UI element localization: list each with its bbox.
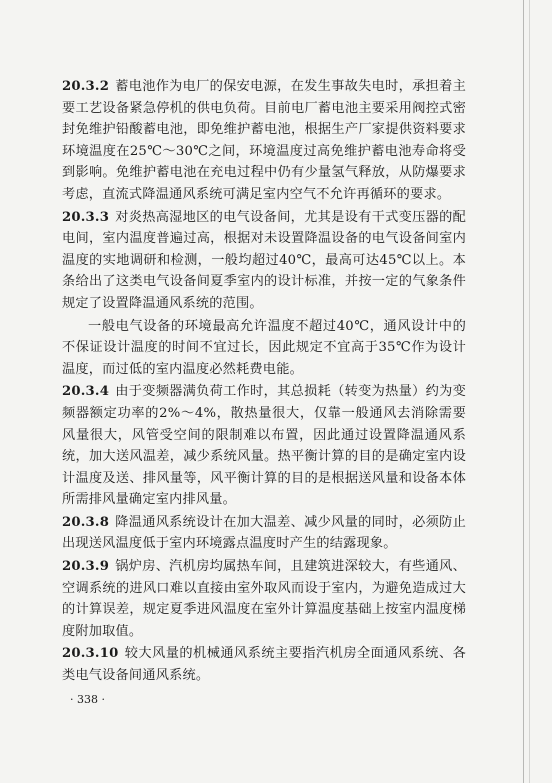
paragraph-text: 一般电气设备的环境最高允许温度不超过40℃，通风设计中的不保证设计温度的时间不宜过长，因此规定不宜高于35℃作为设计温度，而过低的室内温度必然耗费电能。 xyxy=(62,318,466,377)
document-body xyxy=(62,76,466,688)
clause-number: 20.3.2 xyxy=(62,79,110,94)
paragraph-text: 对炎热高湿地区的电气设备间，尤其是设有干式变压器的配电间，室内温度普遍过高，根据对未设置降温设备的电气设备间室内温度的实地调研和检测，一般均超过40℃，最高可达45℃以上。本条给出了这类电气设备间夏季室内的设计标准，并按一定的气象条件规定了设置降温通风系统的范围。 xyxy=(62,209,466,311)
paragraph-20-3-4 xyxy=(62,381,466,511)
page-edge-line-outer xyxy=(529,0,530,783)
paragraph-text: 锅炉房、汽机房均属热车间，且建筑进深较大，有些通风、空调系统的进风口难以直接由室外取风而设于室内，为避免造成过大的计算误差，规定夏季进风温度在室外计算温度基础上按室内温度梯度附加取值。 xyxy=(62,559,466,639)
paragraph-text: 较大风量的机械通风系统主要指汽机房全面通风系统、各类电气设备间通风系统。 xyxy=(62,646,466,684)
paragraph-20-3-3 xyxy=(62,207,466,315)
clause-number: 20.3.3 xyxy=(62,209,110,225)
paragraph-text: 蓄电池作为电厂的保安电源，在发生事故失电时，承担着主要工艺设备紧急停机的供电负荷。目前电厂蓄电池主要采用阀控式密封免维护铅酸蓄电池，即免维护蓄电池，根据生产厂家提供资料要求环境温度在25℃～30℃之间，环境温度过高免维护蓄电池寿命将受到影响。免维护蓄电池在充电过程中仍有少量氢气释放，从防爆要求考虑，直流式降温通风系统可满足室内空气不允许再循环的要求。 xyxy=(62,79,466,202)
clause-number: 20.3.9 xyxy=(62,559,110,575)
paragraph-20-3-3-continued xyxy=(62,316,466,381)
paragraph-text: 由于变频器满负荷工作时，其总损耗（转变为热量）约为变频器额定功率的2%～4%，散热量很大，仅靠一般通风去消除需要风量很大，风管受空间的限制难以布置，因此通过设置降温通风系统，加大送风温差，减少系统风量。热平衡计算的目的是确定室内设计温度及送、排风量等，风平衡计算的目的是根据送风量和设备本体所需排风量确定室内排风量。 xyxy=(62,384,466,508)
page-edge-line xyxy=(523,0,524,783)
paragraph-text: 降温通风系统设计在加大温差、减少风量的同时，必须防止出现送风温度低于室内环境露点温度时产生的结露现象。 xyxy=(62,514,466,552)
paragraph-20-3-10 xyxy=(62,643,466,686)
clause-number: 20.3.4 xyxy=(62,384,110,400)
clause-number: 20.3.10 xyxy=(62,646,119,662)
paragraph-20-3-2 xyxy=(62,76,466,206)
paragraph-20-3-9 xyxy=(62,556,466,642)
clause-number: 20.3.8 xyxy=(62,514,110,530)
paragraph-20-3-8 xyxy=(62,512,466,555)
page-number: · 338 · xyxy=(70,693,105,706)
